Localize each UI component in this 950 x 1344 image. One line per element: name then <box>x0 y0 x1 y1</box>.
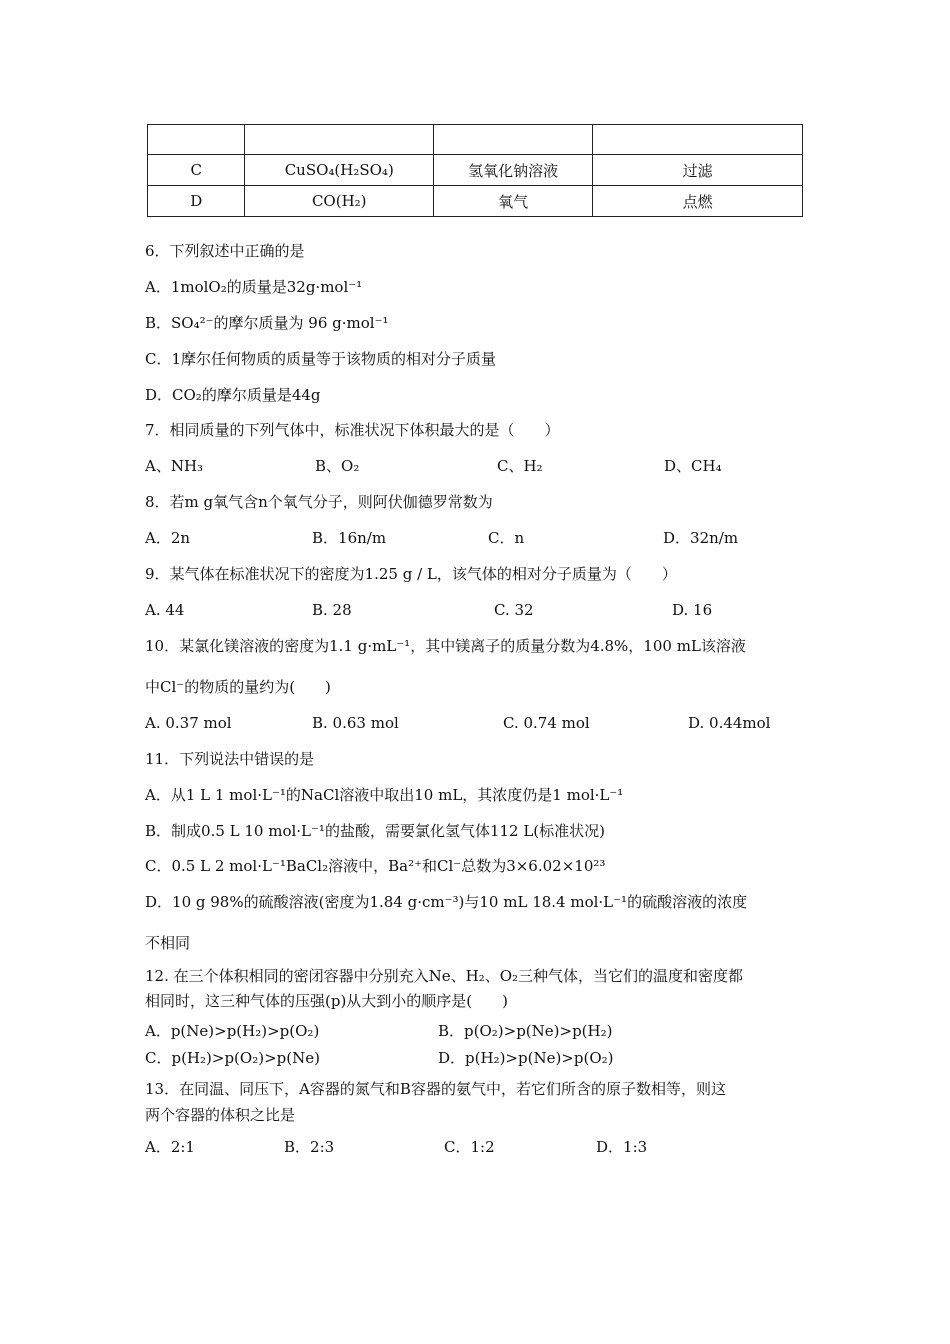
question-6-option-c: C．1摩尔任何物质的质量等于该物质的相对分子质量 <box>145 350 497 368</box>
question-12-option-a: A．p(Ne)>p(H₂)>p(O₂) <box>145 1022 320 1040</box>
table-cell <box>434 125 593 155</box>
question-10-option-b: B. 0.63 mol <box>312 714 399 732</box>
question-10-stem-line-2: 中Cl⁻的物质的量约为( ) <box>145 678 331 696</box>
table-row <box>148 186 803 217</box>
question-7-option-d: D、CH₄ <box>664 457 722 475</box>
table-cell <box>593 125 803 155</box>
question-11-option-d-line-1: D．10 g 98%的硫酸溶液(密度为1.84 g·cm⁻³)与10 mL 18.4 mol·L⁻¹的硫酸溶液的浓度 <box>145 893 748 911</box>
question-10-stem-line-1: 10．某氯化镁溶液的密度为1.1 g·mL⁻¹，其中镁离子的质量分数为4.8%，100 mL该溶液 <box>145 637 746 655</box>
question-11-option-c: C．0.5 L 2 mol·L⁻¹BaCl₂溶液中，Ba²⁺和Cl⁻总数为3×6.02×10²³ <box>145 857 606 875</box>
question-6-option-b: B．SO₄²⁻的摩尔质量为 96 g·mol⁻¹ <box>145 314 389 332</box>
question-7-option-b: B、O₂ <box>315 457 360 475</box>
question-12-option-d: D．p(H₂)>p(Ne)>p(O₂) <box>438 1049 614 1067</box>
question-7-option-c: C、H₂ <box>497 457 543 475</box>
separation-table <box>147 124 803 217</box>
table-cell: CO(H₂) <box>245 186 434 217</box>
question-6-stem: 6．下列叙述中正确的是 <box>145 242 305 260</box>
question-8-option-a: A．2n <box>145 529 191 547</box>
question-9-stem: 9．某气体在标准状况下的密度为1.25 g / L，该气体的相对分子质量为（ ） <box>145 565 677 583</box>
question-12-stem-line-2: 相同时，这三种气体的压强(p)从大到小的顺序是( ) <box>145 992 509 1010</box>
question-8-option-b: B．16n/m <box>312 529 387 547</box>
question-12-option-b: B．p(O₂)>p(Ne)>p(H₂) <box>438 1022 613 1040</box>
question-13-option-a: A．2:1 <box>145 1138 195 1156</box>
question-8-stem: 8．若m g氧气含n个氧气分子，则阿伏伽德罗常数为 <box>145 493 493 511</box>
table-cell: D <box>148 186 245 217</box>
question-11-option-b: B．制成0.5 L 10 mol·L⁻¹的盐酸，需要氯化氢气体112 L(标准状况) <box>145 822 606 840</box>
table-cell <box>148 125 245 155</box>
question-8-option-c: C．n <box>488 529 525 547</box>
question-13-stem-line-1: 13．在同温、同压下，A容器的氮气和B容器的氨气中，若它们所含的原子数相等，则这 <box>145 1080 726 1098</box>
question-11-stem: 11．下列说法中错误的是 <box>145 750 315 768</box>
table-cell: 过滤 <box>593 155 803 186</box>
question-6-option-d: D．CO₂的摩尔质量是44g <box>145 386 321 404</box>
question-13-option-b: B．2:3 <box>284 1138 335 1156</box>
table-row <box>148 125 803 155</box>
question-12-option-c: C．p(H₂)>p(O₂)>p(Ne) <box>145 1049 320 1067</box>
question-10-option-a: A. 0.37 mol <box>145 714 232 732</box>
question-10-option-c: C. 0.74 mol <box>503 714 590 732</box>
question-7-option-a: A、NH₃ <box>145 457 204 475</box>
question-13-option-d: D．1:3 <box>596 1138 648 1156</box>
table-cell <box>245 125 434 155</box>
question-8-option-d: D．32n/m <box>663 529 739 547</box>
question-7-stem: 7．相同质量的下列气体中，标准状况下体积最大的是（ ） <box>145 421 560 439</box>
question-6-option-a: A．1molO₂的质量是32g·mol⁻¹ <box>145 278 363 296</box>
table-cell: 氢氧化钠溶液 <box>434 155 593 186</box>
question-9-option-d: D. 16 <box>672 601 713 619</box>
table-cell: 氧气 <box>434 186 593 217</box>
question-11-option-a: A．从1 L 1 mol·L⁻¹的NaCl溶液中取出10 mL，其浓度仍是1 mol·L⁻¹ <box>145 786 624 804</box>
question-10-option-d: D. 0.44mol <box>688 714 771 732</box>
table-row <box>148 155 803 186</box>
question-9-option-b: B. 28 <box>312 601 352 619</box>
question-13-stem-line-2: 两个容器的体积之比是 <box>145 1106 296 1124</box>
question-9-option-a: A. 44 <box>145 601 185 619</box>
table-cell: C <box>148 155 245 186</box>
question-9-option-c: C. 32 <box>494 601 534 619</box>
table-cell: 点燃 <box>593 186 803 217</box>
table-cell: CuSO₄(H₂SO₄) <box>245 155 434 186</box>
question-11-option-d-line-2: 不相同 <box>145 934 191 952</box>
question-13-option-c: C．1:2 <box>444 1138 495 1156</box>
question-12-stem-line-1: 12. 在三个体积相同的密闭容器中分别充入Ne、H₂、O₂三种气体，当它们的温度和密度都 <box>145 967 744 985</box>
